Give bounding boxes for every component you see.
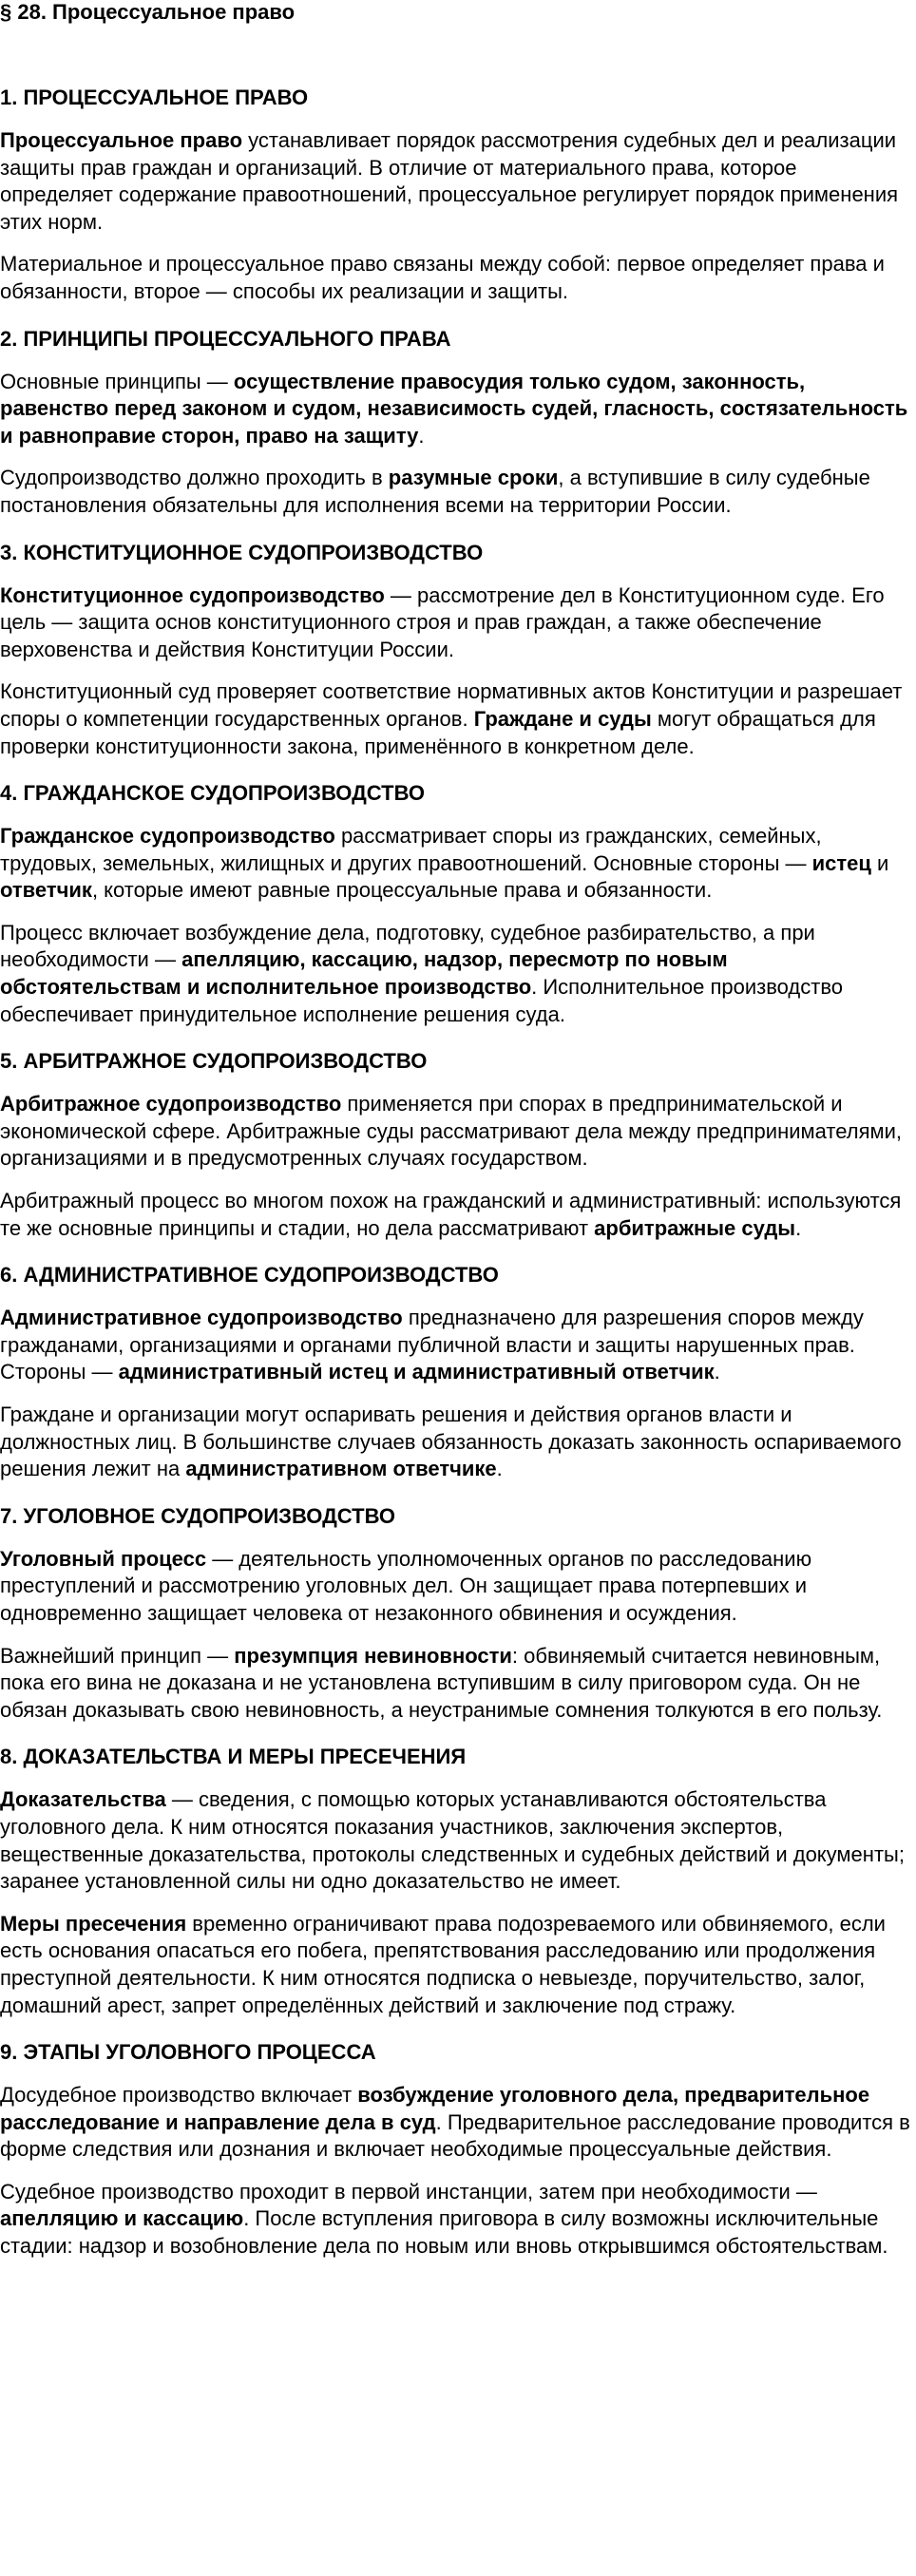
bold-term: Административное судопроизводство (0, 1306, 403, 1330)
section-paragraph (0, 582, 913, 664)
section-paragraph (0, 1786, 913, 1895)
sections-container (0, 86, 913, 2261)
text-run: : обвиняемый считается невиновным, пока его вина не доказана и не установлена вступившим в силу приговором суда. Он не обязан доказывать свою невиновность, а неустранимые сомнения толкуются в его пользу. (0, 1643, 883, 1722)
text-run: Процесс включает возбуждение дела, подготовку, судебное разбирательство, а при необходимости — (0, 920, 815, 972)
bold-term: разумные сроки (388, 466, 559, 490)
section-heading: 7. УГОЛОВНОЕ СУДОПРОИЗВОДСТВО (0, 1503, 396, 1528)
section-paragraph (0, 2082, 913, 2164)
bold-term: административный истец и административный ответчик (118, 1360, 715, 1384)
text-run: Основные принципы — (0, 369, 234, 393)
text-run: . (418, 423, 425, 448)
section-paragraph (0, 1402, 913, 1483)
bold-term: административном ответчике (185, 1457, 497, 1481)
text-run: Важнейший принцип — (0, 1643, 235, 1668)
section-paragraph (0, 127, 913, 236)
text-run: . (795, 1215, 802, 1240)
text-run: . Исполнительное производство обеспечивает принудительное исполнение решения суда. (0, 975, 844, 1026)
text-run: устанавливает порядок рассмотрения судебных дел и реализации защиты прав граждан и организаций. В отличие от материального права, которое определяет содержание правоотношений, процессуальное регулирует порядок применения этих норм. (0, 128, 899, 234)
text-run: предназначено для разрешения споров между гражданами, организациями и органами публичной власти и защиты нарушенных прав. Стороны — (0, 1306, 864, 1384)
section-heading: 2. ПРИНЦИПЫ ПРОЦЕССУАЛЬНОГО ПРАВА (0, 326, 451, 351)
text-run: , а вступившие в силу судебные постановления обязательны для исполнения всеми на территории России. (0, 466, 870, 517)
section-heading: 4. ГРАЖДАНСКОЕ СУДОПРОИЗВОДСТВО (0, 781, 426, 806)
section-paragraph (0, 2179, 913, 2261)
bold-term: Уголовный процесс (0, 1546, 207, 1571)
bold-term: Граждане и суды (473, 706, 652, 731)
text-run: Судебное производство проходит в первой инстанции, затем при необходимости — (0, 2179, 817, 2204)
text-run: рассматривает споры из гражданских, семейных, трудовых, земельных, жилищных и других правоотношений. Основные стороны — (0, 824, 822, 875)
text-run: временно ограничивают права подозреваемого или обвиняемого, если есть основания опасаться его побега, препятствования расследованию или продолжения преступной деятельности. К ним относятся подписка о невыезде, поручительство, залог, домашний арест, запрет определённых действий и заключение под стражу. (0, 1911, 886, 2017)
text-run: Граждане и организации могут оспаривать решения и действия органов власти и должностных лиц. В большинстве случаев обязанность доказать законность оспариваемого решения лежит на (0, 1402, 902, 1481)
text-run: . Предварительное расследование проводится в форме следствия или дознания и включает необходимые процессуальные действия. (0, 2109, 910, 2162)
bold-term: апелляцию и кассацию (0, 2206, 244, 2231)
section-heading: 1. ПРОЦЕССУАЛЬНОЕ ПРАВО (0, 86, 309, 109)
section-paragraph (0, 369, 913, 450)
section-heading: 9. ЭТАПЫ УГОЛОВНОГО ПРОЦЕССА (0, 2040, 376, 2065)
text-run: . (496, 1457, 503, 1481)
bold-term: презумпция невиновности (234, 1643, 512, 1668)
section-heading: 8. ДОКАЗАТЕЛЬСТВА И МЕРЫ ПРЕСЕЧЕНИЯ (0, 1745, 467, 1769)
bold-term: Меры пресечения (0, 1911, 187, 1936)
bold-term: возбуждение уголовного дела, предварительное расследование и направление дела в суд (0, 2083, 870, 2134)
section-heading: 3. КОНСТИТУЦИОННОЕ СУДОПРОИЗВОДСТВО (0, 540, 484, 564)
bold-term: истец (811, 850, 871, 875)
bold-term: осуществление правосудия только судом, законность, равенство перед законом и судом, независимость судей, гласность, состязательность и равноправие сторон, право на защиту (0, 369, 908, 448)
bold-term: ответчик (0, 878, 92, 903)
bold-term: арбитражные суды (594, 1215, 796, 1240)
section-paragraph (0, 1091, 913, 1173)
text-run: могут обращаться для проверки конституционности закона, применённого в конкретном деле. (0, 706, 876, 758)
bold-term: Арбитражное судопроизводство (0, 1092, 342, 1116)
section-paragraph (0, 678, 913, 760)
text-run: Судопроизводство должно проходить в (0, 466, 389, 490)
section-heading: 5. АРБИТРАЖНОЕ СУДОПРОИЗВОДСТВО (0, 1049, 428, 1074)
bold-term: Конституционное судопроизводство (0, 582, 385, 607)
bold-term: Процессуальное право (0, 128, 243, 152)
text-run: — сведения, с помощью которых устанавливаются обстоятельства уголовного дела. К ним относятся показания участников, заключения экспертов, вещественные доказательства, протоколы следственных и судебных действий и документы; заранее установленной силы ни одно доказательство не имеет. (0, 1787, 905, 1894)
text-run: . После вступления приговора в силу возможны исключительные стадии: надзор и возобновление дела по новым или вновь открывшимся обстоятельствам. (0, 2206, 888, 2259)
section-paragraph (0, 1188, 913, 1242)
text-run: Материальное и процессуальное право связаны между собой: первое определяет права и обязанности, второе — способы их реализации и защиты. (0, 252, 885, 303)
bold-term: Гражданское судопроизводство (0, 824, 335, 849)
text-run: , которые имеют равные процессуальные права и обязанности. (91, 878, 713, 903)
bold-term: апелляцию, кассацию, надзор, пересмотр по новым обстоятельствам и исполнительное производство (0, 947, 728, 1000)
section-paragraph (0, 465, 913, 519)
bold-term: Доказательства (0, 1787, 166, 1812)
section-paragraph (0, 823, 913, 905)
section-heading: 6. АДМИНИСТРАТИВНОЕ СУДОПРОИЗВОДСТВО (0, 1263, 499, 1288)
text-run: применяется при спорах в предпринимательской и экономической сфере. Арбитражные суды рассматривают дела между предпринимателями, организациями и в предусмотренных случаях государством. (0, 1092, 903, 1171)
section-paragraph (0, 1546, 913, 1628)
text-run: — деятельность уполномоченных органов по расследованию преступлений и рассмотрению уголовных дел. Он защищает права потерпевших и одновременно защищает человека от незаконного обвинения и осуждения. (0, 1546, 812, 1625)
text-run: Досудебное производство включает (0, 2083, 358, 2108)
text-run: Арбитражный процесс во многом похож на гражданский и административный: используются те же основные принципы и стадии, но дела рассматривают (0, 1189, 902, 1240)
section-paragraph (0, 1643, 913, 1725)
section-paragraph (0, 1305, 913, 1386)
section-paragraph (0, 920, 913, 1028)
section-paragraph (0, 251, 913, 305)
text-run: . (714, 1360, 720, 1384)
text-run: — рассмотрение дел в Конституционном суде. Его цель — защита основ конституционного строя и прав граждан, а также обеспечение верховенства и действия Конституции России. (0, 582, 885, 661)
text-run: и (870, 850, 889, 875)
page-title: § 28. Процессуальное право (0, 0, 296, 24)
section-paragraph (0, 1911, 913, 2019)
text-run: Конституционный суд проверяет соответствие нормативных актов Конституции и разрешает споры о компетенции государственных органов. (0, 679, 903, 731)
